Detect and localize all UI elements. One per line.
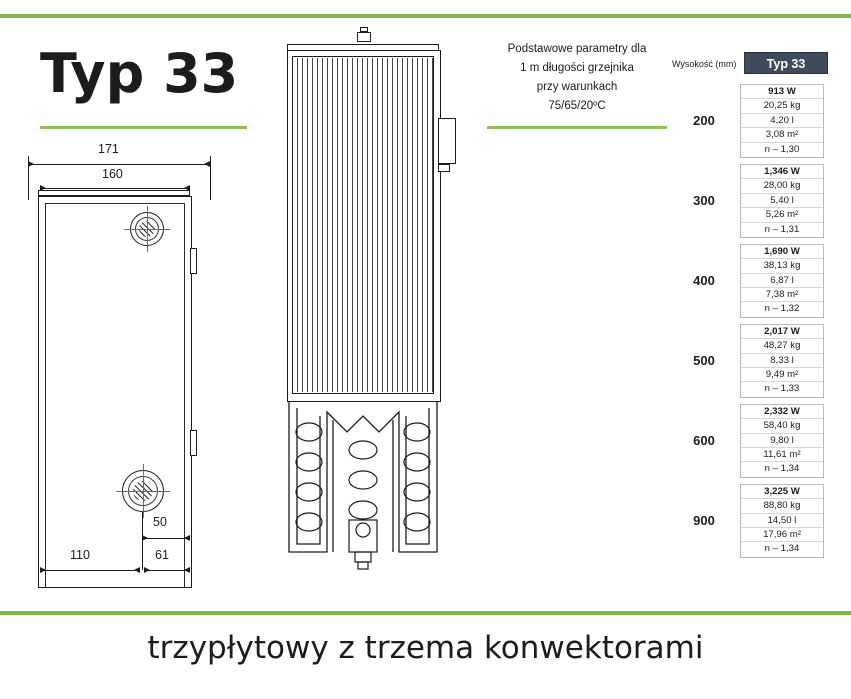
row-weight: 48,27 kg (741, 339, 823, 353)
row-weight: 28,00 kg (741, 179, 823, 193)
lower-valve-axis-v (143, 464, 144, 518)
row-exponent: n – 1,32 (764, 303, 800, 315)
row-values (740, 324, 824, 398)
mounting-tab-upper (190, 248, 197, 274)
row-values (740, 484, 824, 558)
row-values (740, 404, 824, 478)
row-height-label: 400 (693, 273, 715, 289)
row-exponent: n – 1,30 (764, 143, 800, 155)
row-values (740, 84, 824, 158)
dimension-label-171: 171 (98, 142, 119, 156)
ext-line-50 (142, 512, 143, 570)
row-height-label: 900 (693, 513, 715, 529)
table-header-type: Typ 33 (744, 52, 828, 74)
page-title: Typ 33 (40, 42, 239, 105)
table-row (672, 324, 837, 398)
parameters-note (487, 40, 667, 116)
bottom-accent-rule (0, 611, 851, 615)
row-area: 3,08 m² (741, 128, 823, 142)
table-row (672, 84, 837, 158)
dimension-arrow-50-right (184, 535, 190, 541)
row-weight: 88,80 kg (741, 499, 823, 513)
upper-valve-axis-v (147, 206, 148, 252)
parameters-note-line-3: przy warunkach (536, 81, 618, 93)
parameters-note-underline (487, 126, 667, 129)
dimension-label-110: 110 (70, 548, 90, 562)
row-output: 1,690 W (741, 245, 823, 259)
dimension-line-110 (40, 570, 140, 571)
row-weight: 38,13 kg (741, 259, 823, 273)
dimension-label-160: 160 (102, 167, 123, 181)
row-height-label: 300 (693, 193, 715, 209)
side-connector-block (438, 118, 456, 164)
row-area: 17,96 m² (741, 528, 823, 542)
radiator-side-body-inner (45, 203, 185, 587)
table-row (672, 164, 837, 238)
row-height-label: 600 (693, 433, 715, 449)
row-volume: 9,80 l (741, 434, 823, 448)
top-accent-rule (0, 14, 851, 18)
parameters-note-line-2: 1 m długości grzejnika (520, 62, 634, 74)
row-height-label: 500 (693, 353, 715, 369)
row-exponent: n – 1,34 (764, 463, 800, 475)
row-weight: 58,40 kg (741, 419, 823, 433)
dimension-line-171 (28, 164, 210, 165)
row-volume: 8,33 l (741, 354, 823, 368)
table-header-row (672, 52, 837, 78)
title-underline (40, 126, 247, 129)
lower-cutaway-assembly (287, 402, 439, 562)
radiator-side-body (38, 196, 192, 588)
row-exponent: n – 1,31 (764, 223, 800, 235)
dimension-line-160 (40, 188, 190, 189)
row-output: 913 W (741, 85, 823, 99)
bottom-caption: trzypłytowy z trzema konwektorami (147, 630, 704, 666)
row-exponent: n – 1,34 (764, 543, 800, 555)
dimension-arrow-61-right (184, 567, 190, 573)
row-output: 3,225 W (741, 485, 823, 499)
parameters-note-line-1: Podstawowe parametry dla (507, 43, 647, 55)
lower-cutaway-svg (287, 402, 439, 572)
ext-line-171-left (28, 156, 29, 200)
parameters-note-line-4: 75/65/20ºC (548, 100, 606, 112)
dimension-arrow-110-right (134, 567, 140, 573)
dimension-arrow-61-left (144, 567, 150, 573)
table-header-height: Wysokość (mm) (672, 59, 737, 69)
specifications-table (672, 52, 837, 558)
row-volume: 4,20 l (741, 114, 823, 128)
dimension-label-61: 61 (155, 548, 169, 562)
dimension-line-50 (142, 538, 190, 539)
top-vent-cap (360, 27, 368, 32)
row-volume: 5,40 l (741, 194, 823, 208)
dimension-label-50: 50 (153, 515, 167, 529)
row-weight: 20,25 kg (741, 99, 823, 113)
row-values (740, 244, 824, 318)
row-output: 1,346 W (741, 165, 823, 179)
dimension-arrow-110-left (40, 567, 46, 573)
row-area: 11,61 m² (741, 448, 823, 462)
top-vent-nipple (357, 32, 371, 42)
row-output: 2,332 W (741, 405, 823, 419)
table-row (672, 484, 837, 558)
convector-fins-frame (292, 56, 434, 394)
row-output: 2,017 W (741, 325, 823, 339)
side-section-drawing (20, 140, 250, 590)
row-area: 7,38 m² (741, 288, 823, 302)
table-row (672, 244, 837, 318)
side-connector-lip (438, 164, 450, 172)
row-area: 5,26 m² (741, 208, 823, 222)
row-exponent: n – 1,33 (764, 383, 800, 395)
row-volume: 14,50 l (741, 514, 823, 528)
front-section-drawing (265, 30, 470, 590)
table-row (672, 404, 837, 478)
row-area: 9,49 m² (741, 368, 823, 382)
row-height-label: 200 (693, 113, 715, 129)
ext-line-171-right (210, 156, 211, 200)
row-values (740, 164, 824, 238)
row-volume: 6,87 l (741, 274, 823, 288)
mounting-tab-lower (190, 430, 197, 456)
